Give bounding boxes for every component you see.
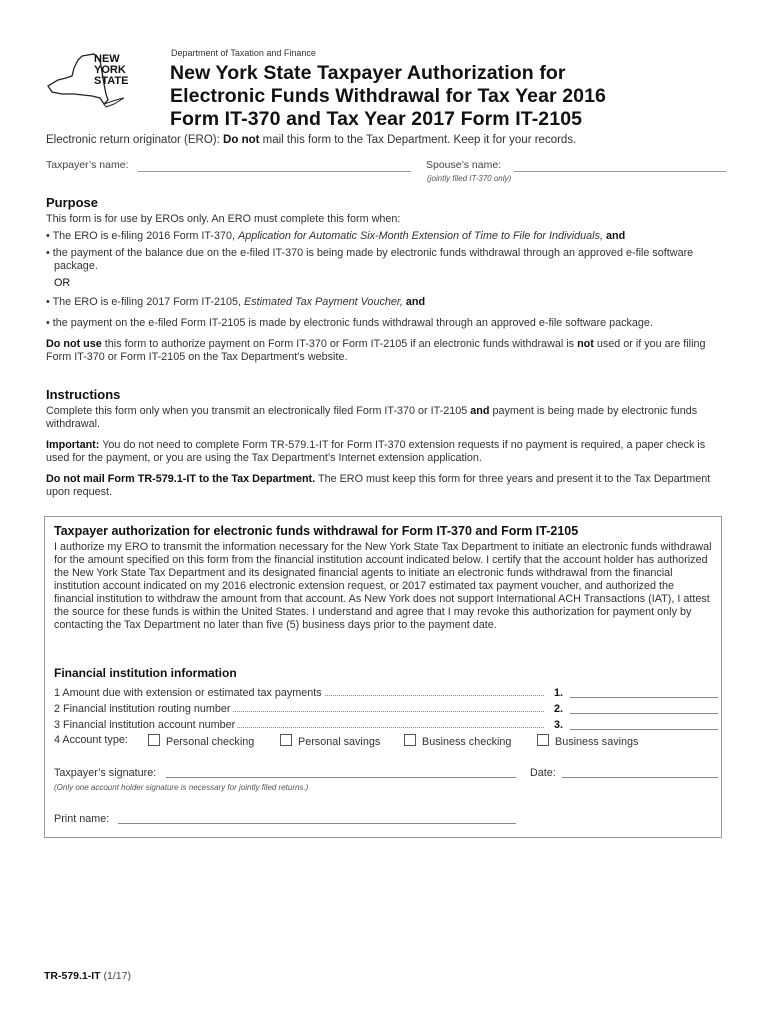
form-id: TR-579.1-IT — [44, 970, 101, 982]
option-business-checking — [404, 734, 511, 749]
business-checking-checkbox[interactable] — [404, 734, 416, 746]
purpose-bullet-2: • the payment of the balance due on the e-filed IT-370 is being made by electronic funds withdrawal through an approved e-file software package. — [46, 247, 694, 272]
authorization-text: I authorize my ERO to transmit the information necessary for the New York State Tax Department to initiate an electronic funds withdrawal for the amount specified on this form from the financial institution account indicated below. I certify that the account holder has authorized the New York State Tax Department and its designated financial agents to initiate an electronic funds withdrawal from the financial institution account indicated on my 2016 electronic extension request, or 2017 estimated tax payment voucher, and authorized the financial institution to withdraw the amount from that account. As New York does not support International ACH Transactions (IAT), I attest the source for these funds is within the United States. I understand and agree that I may revoke this authorization for payment only by contacting the Tax Department no later than five (5) business days prior to the payment date. — [54, 541, 712, 631]
do-not-mail-bold: Do not mail Form TR-579.1-IT to the Tax Department. — [46, 473, 316, 485]
names-row — [46, 159, 726, 189]
line-2-number: 2. — [554, 703, 564, 715]
purpose-bullet-1 — [46, 230, 726, 243]
signature-field[interactable] — [166, 777, 516, 778]
instr-p1-start: Complete this form only when you transmit an electronically filed Form IT-370 or IT-2105 — [46, 405, 468, 417]
spouse-name-note: (jointly filed IT-370 only) — [427, 174, 512, 183]
form-footer — [44, 970, 131, 982]
ero-notice-emphasis: Do not — [223, 134, 260, 146]
do-not-mail-text: The ERO must keep this form for three years and present it to the Tax Department upon request. — [46, 473, 711, 498]
business-savings-label: Business savings — [555, 736, 639, 748]
date-label: Date: — [530, 767, 556, 779]
option-personal-savings — [280, 734, 380, 749]
print-name-row — [54, 813, 714, 826]
instr-p1-bold: and — [470, 405, 490, 417]
line-1-field[interactable] — [570, 697, 718, 698]
bullet-1-italic: Application for Automatic Six-Month Extension of Time to File for Individuals, — [238, 230, 603, 242]
ero-notice — [46, 134, 576, 146]
logo-line1: NEW — [94, 53, 120, 65]
print-name-field[interactable] — [118, 823, 516, 824]
authorization-heading: Taxpayer authorization for electronic funds withdrawal for Form IT-370 and Form IT-2105 — [54, 524, 579, 538]
logo-line3: STATE — [94, 75, 129, 87]
signature-note: (Only one account holder signature is necessary for jointly filed returns.) — [54, 783, 309, 792]
line-3-field[interactable] — [570, 729, 718, 730]
personal-checking-label: Personal checking — [166, 736, 255, 748]
bullet-3-text: • The ERO is e-filing 2017 Form IT-2105, — [46, 296, 242, 308]
personal-savings-label: Personal savings — [298, 736, 381, 748]
bullet-1-text: • The ERO is e-filing 2016 Form IT-370, — [46, 230, 236, 242]
ero-notice-suffix: mail this form to the Tax Department. Keep it for your records. — [262, 134, 577, 146]
bullet-1-bold: and — [605, 230, 626, 242]
purpose-heading: Purpose — [46, 195, 99, 210]
do-not-use-not: not — [577, 338, 594, 350]
purpose-or: OR — [54, 277, 71, 289]
form-title — [170, 62, 606, 131]
purpose-section — [46, 196, 726, 372]
personal-checking-checkbox[interactable] — [148, 734, 160, 746]
instructions-section — [46, 388, 726, 507]
ero-notice-prefix: Electronic return originator (ERO): — [46, 134, 220, 146]
do-not-use-text: this form to authorize payment on Form IT-370 or Form IT-2105 if an electronic funds withdrawal is — [104, 338, 575, 350]
line-2-label: 2 Financial institution routing number — [54, 703, 231, 715]
logo-line2: YORK — [94, 64, 126, 76]
instructions-do-not-mail — [46, 473, 726, 499]
title-line2: Electronic Funds Withdrawal for Tax Year 2016 — [170, 85, 606, 107]
bullet-3-bold: and — [405, 296, 426, 308]
financial-info-heading: Financial institution information — [54, 666, 237, 680]
purpose-bullet-4: • the payment on the e-filed Form IT-2105 is made by electronic funds withdrawal through an approved e-file software package. — [46, 317, 653, 329]
taxpayer-name-field[interactable] — [138, 171, 411, 172]
do-not-use-end: used or if you are filing Form IT-370 or Form IT-2105 on the Tax Department’s website. — [46, 338, 706, 363]
business-savings-checkbox[interactable] — [537, 734, 549, 746]
business-checking-label: Business checking — [422, 736, 512, 748]
line-3-account — [54, 719, 714, 733]
purpose-intro: This form is for use by EROs only. An ERO must complete this form when: — [46, 213, 401, 225]
bullet-3-italic: Estimated Tax Payment Voucher, — [244, 296, 403, 308]
line-1-label: 1 Amount due with extension or estimated tax payments — [54, 687, 322, 699]
print-name-label: Print name: — [54, 813, 110, 825]
line-1-amount — [54, 687, 714, 701]
personal-savings-checkbox[interactable] — [280, 734, 292, 746]
line-4-label: 4 Account type: — [54, 734, 128, 746]
form-revision: (1/17) — [103, 970, 131, 982]
instr-p1-end: payment is being made by electronic funds withdrawal. — [46, 405, 698, 430]
option-business-savings — [537, 734, 638, 749]
signature-label: Taxpayer’s signature: — [54, 767, 157, 779]
line-3-label: 3 Financial institution account number — [54, 719, 236, 731]
line-3-number: 3. — [554, 719, 564, 731]
line-2-field[interactable] — [570, 713, 718, 714]
instructions-heading: Instructions — [46, 387, 121, 402]
line-1-number: 1. — [554, 687, 564, 699]
authorization-box — [44, 516, 722, 838]
instructions-important — [46, 439, 726, 465]
purpose-bullet-3 — [46, 296, 726, 309]
do-not-use-bold: Do not use — [46, 338, 102, 350]
department-name: Department of Taxation and Finance — [171, 48, 316, 58]
purpose-do-not-use — [46, 338, 726, 364]
spouse-name-label: Spouse’s name: — [426, 159, 502, 171]
important-text: You do not need to complete Form TR-579.1-IT for Form IT-370 extension requests if no payment is required, a paper check is used for the payment, or you are using the Tax Department’s Internet extension application. — [46, 439, 706, 464]
spouse-name-field[interactable] — [514, 171, 726, 172]
taxpayer-name-label: Taxpayer’s name: — [46, 159, 129, 171]
nys-logo — [44, 50, 156, 110]
important-label: Important: — [46, 439, 100, 451]
title-line3: Form IT-370 and Tax Year 2017 Form IT-2105 — [170, 108, 583, 130]
instructions-para-1 — [46, 405, 726, 431]
option-personal-checking — [148, 734, 254, 749]
title-line1: New York State Taxpayer Authorization for — [170, 62, 566, 84]
date-field[interactable] — [562, 777, 718, 778]
line-2-routing — [54, 703, 714, 717]
